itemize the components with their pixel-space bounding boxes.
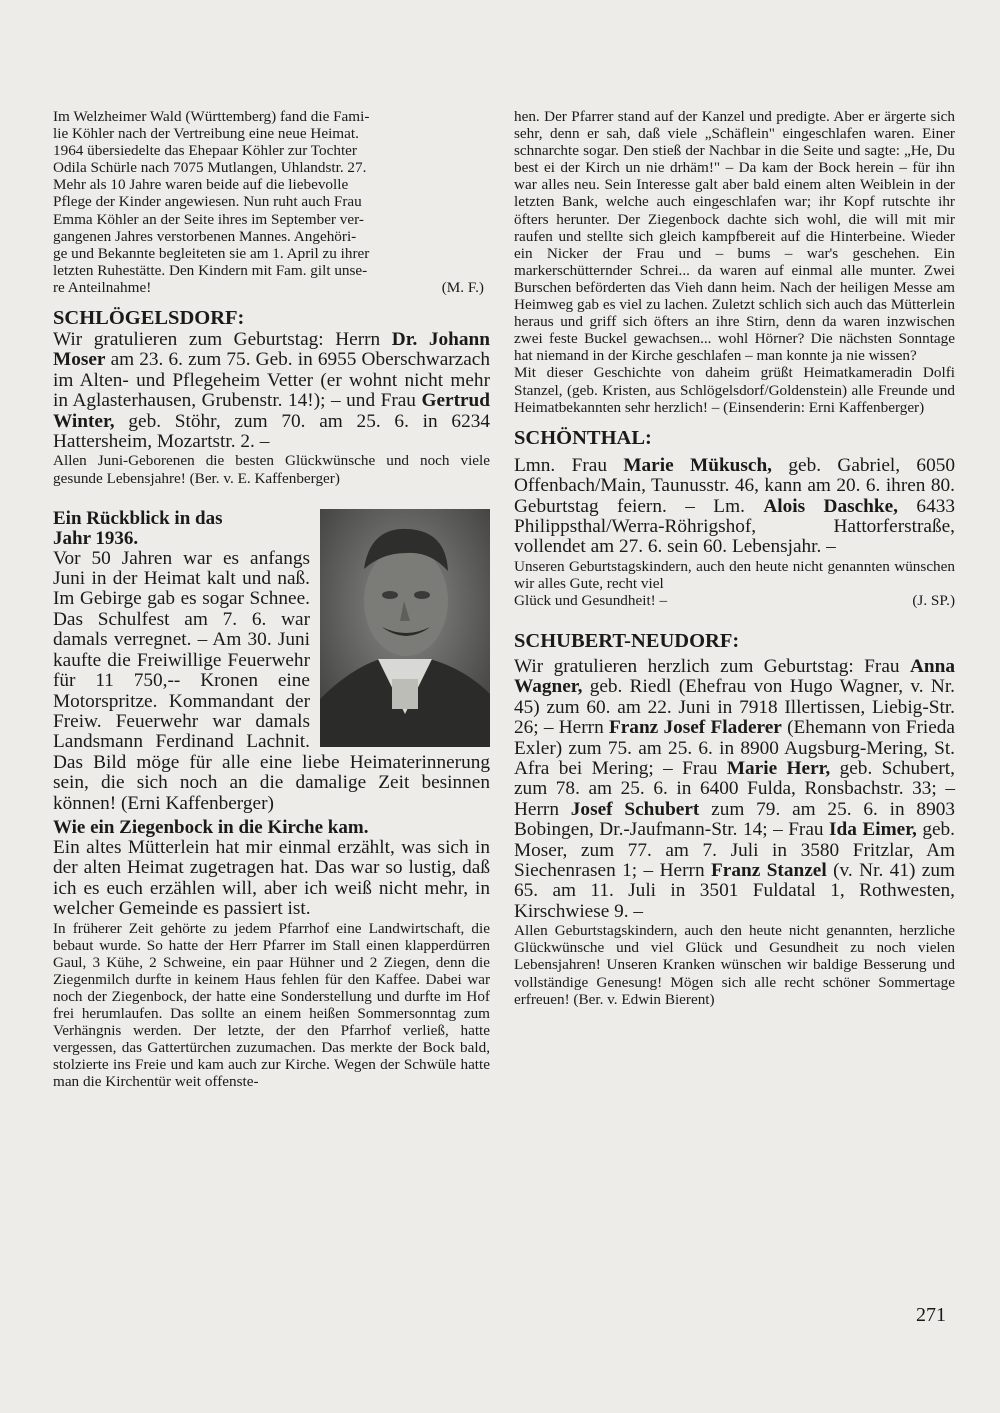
heading-rueckblick-2: Jahr 1936.	[53, 527, 139, 549]
text-run: am 23. 6. zum 75. Geb. in 6955 Oberschwarzach im Alten- und Pflegeheim Vetter (er wohnt nicht mehr in Aglasterhausen, Grubenstr. 14!); – und Frau	[53, 349, 490, 412]
text-run: zum 79. am 25. 6. in 8903 Bobingen, Dr.-Jaufmann-Str. 14; – Frau	[514, 798, 955, 841]
person-name: Josef Schubert	[570, 798, 700, 820]
text-run: geb. Moser, zum 77. am 7. Juli in 3580 Fritzlar, Am Siechenrasen 1; – Herrn	[514, 819, 955, 882]
intro-line: ge und Bekannte begleiteten sie am 1. April zu ihrer	[53, 244, 370, 262]
schoenthal-wishes-last: Glück und Gesundheit! –	[514, 591, 668, 609]
intro-signature: (M. F.)	[441, 278, 484, 296]
text-run: geb. Gabriel, 6050 Offenbach/Main, Taunusstr. 46, kann am 20. 6. ihren 80. Geburtstag feiern. – Lm.	[514, 454, 955, 517]
ziegenbock-intro: Ein altes Mütterlein hat mir einmal erzählt, was sich in der alten Heimat zugetragen hat. Das war so lustig, daß ich es euch erzählen will, aber ich weiß nicht mehr, in welcher Gemeinde es passiert ist.	[53, 836, 490, 920]
text-run: Wir gratulieren zum Geburtstag: Herrn	[53, 329, 392, 351]
intro-line: 1964 übersiedelte das Ehepaar Köhler zur Tochter	[53, 142, 357, 160]
text-run: geb. Schubert, zum 78. am 25. 6. in 6400 Fulda, Ronsbachstr. 33; – Herrn	[514, 758, 955, 820]
schoenthal-sign-line	[514, 592, 955, 609]
schoenthal-birthdays	[514, 456, 955, 558]
left-column	[53, 108, 490, 1091]
person-name: Anna Wagner,	[514, 656, 955, 698]
intro-line: Odila Schürle nach 7075 Mutlangen, Uhlandstr. 27.	[53, 159, 367, 177]
heading-ziegenbock: Wie ein Ziegenbock in die Kirche kam.	[53, 816, 369, 838]
schubert-birthdays	[514, 657, 955, 922]
intro-last-line: re Anteilnahme!	[53, 278, 152, 296]
person-name: Gertrud Winter,	[53, 390, 490, 432]
person-name: Dr. Johann Moser	[53, 329, 490, 371]
text-run: Lmn. Frau	[514, 454, 624, 476]
heading-schoenthal: SCHÖNTHAL:	[514, 426, 652, 449]
intro-line: Im Welzheimer Wald (Württemberg) fand die Fami-	[53, 108, 370, 125]
intro-line: lie Köhler nach der Vertreibung eine neue Heimat.	[53, 125, 359, 143]
intro-line: Emma Köhler an der Seite ihres im September ver-	[53, 210, 364, 228]
text-run: (Ehemann von Frieda Exler) zum 75. am 25. 6. in 8900 Augsburg-Mering, St. Afra bei Mering; – Frau	[514, 717, 955, 780]
person-name: Ida Eimer,	[829, 819, 917, 841]
intro-line: Pflege der Kinder angewiesen. Nun ruht auch Frau	[53, 193, 362, 211]
intro-obituary	[53, 108, 490, 296]
rueckblick-section	[53, 509, 490, 814]
page-number: 271	[916, 1304, 946, 1326]
intro-line: gangenen Jahres verstorbenen Mannes. Angehöri-	[53, 227, 357, 245]
ziegenbock-story: In früherer Zeit gehörte zu jedem Pfarrhof eine Landwirtschaft, die bebaut wurde. So hatte der Herr Pfarrer im Stall einen klapperdürren Gaul, 3 Kühe, 2 Schweine, ein paar Hühner und 2 Ziegen, denn die Ziegenmilch durfte in keinem Haus fehlen für den Kaffee. Dabei war noch der Ziegenbock, der hatte eine Sonderstellung und durfte im Hof frei herumlaufen. Das sollte an einem heißen Sommersonntag zum Verhängnis werden. Der letzte, der den Pfarrhof verließ, hatte vergessen, das Gattertürchen zuzumachen. Das merkte der Bock bald, stolzierte ins Freie und kam auch zur Kirche. Wegen der Schwüle hatte man die Kirchentür weit offenste-	[53, 919, 490, 1091]
right-column	[514, 108, 955, 1008]
photo-commander	[320, 509, 490, 747]
rueckblick-text: Vor 50 Jahren war es anfangs Juni in der Heimat kalt und naß. Im Gebirge gab es sogar Schnee. Das Schulfest am 7. 6. war damals verregnet. – Am 30. Juni kaufte die Freiwillige Feuerwehr für 11 750,-- Kronen eine Motorspritze. Kommandant der Freiw. Feuerwehr war damals Landsmann Ferdinand Lachnit. Das Bild möge für alle eine liebe Heimaterinnerung sein, die sich noch an die damalige Zeit besinnen können! (Erni Kaffenberger)	[53, 547, 490, 814]
person-name: Franz Josef Fladerer	[608, 717, 782, 739]
text-run: geb. Riedl (Ehefrau von Hugo Wagner, v. Nr. 45) zum 60. am 22. Juni in 7918 Illertissen, Liebig-Str. 26; – Herrn	[514, 676, 955, 739]
text-run: geb. Stöhr, zum 70. am 25. 6. in 6234 Hattersheim, Mozartstr. 2. –	[53, 410, 490, 453]
heading-schubert-neudorf: SCHUBERT-NEUDORF:	[514, 630, 740, 652]
text-run: (v. Nr. 41) zum 65. am 11. Juli in 3501 Fuldatal 1, Rothwesten, Kirschwiese 9. –	[514, 860, 955, 922]
schloegelsdorf-wishes: Allen Juni-Geborenen die besten Glückwünsche und noch viele gesunde Lebensjahre! (Ber. v. E. Kaffenberger)	[53, 452, 490, 487]
ziegenbock-story-end: Mit dieser Geschichte von daheim grüßt Heimatkameradin Dolfi Stanzel, (geb. Kristen, aus Schlögelsdorf/Goldenstein) alle Freunde und Heimatbekannten sehr herzlich! – (Einsenderin: Erni Kaffenberger)	[514, 364, 955, 416]
intro-sign-line	[53, 279, 490, 296]
intro-line: Mehr als 10 Jahre waren beide auf die liebevolle	[53, 176, 349, 194]
person-name: Marie Mükusch,	[623, 454, 773, 476]
intro-line: letzten Ruhestätte. Den Kindern mit Fam. gilt unse-	[53, 261, 368, 279]
text-run: Wir gratulieren herzlich zum Geburtstag: Frau	[514, 656, 910, 677]
text-run: 6433 Philippsthal/Werra-Röhrigshof, Hattorferstraße, vollendet am 27. 6. sein 60. Lebensjahr. –	[514, 495, 955, 558]
heading-schloegelsdorf: SCHLÖGELSDORF:	[53, 307, 245, 330]
schubert-wishes: Allen Geburtstagskindern, auch den heute nicht genannten, herzliche Glückwünsche und viel Glück und Gesundheit zu noch vielen Lebensjahren! Unseren Kranken wünschen wir baldige Besserung und vollständige Genesung! Mögen sich alle recht schöner Sommertage erfreuen! (Ber. v. Edwin Bierent)	[514, 922, 955, 1008]
schoenthal-wishes: Unseren Geburtstagskindern, auch den heute nicht genannten wünschen wir alles Gute, recht viel	[514, 557, 955, 592]
portrait-photo	[320, 509, 490, 747]
schloegelsdorf-birthdays	[53, 330, 490, 452]
ziegenbock-story-continued: hen. Der Pfarrer stand auf der Kanzel und predigte. Aber er ärgerte sich sehr, denn er sah, daß viele „Schäflein" eingeschlafen waren. Einer schnarchte sogar. Den stieß der Nachbar in die Seite und sagte: „He, Du best ei der Kirch un nie drhäm!" – Da kam der Bock herein – für ihn war alles neu. Sein Interesse galt aber bald einem alten Weiblein in der letzten Bank, welche auch eingeschlafen war; ihr Kopf rutschte ihr öfters herunter. Der Ziegenbock dachte sich wohl, die will mit mir raufen und stellte sich gleich kampfbereit auf die Hinterbeine. Wieder ein Nicker der Frau und – bums – war's geschehen. Ein markerschütternder Schrei... da waren auf einmal alle munter. Zwei Burschen beförderten das Vieh dann heim. Nach der heiligen Messe am Heimweg gab es viel zu lachen. Zuletzt schlich sich auch das Mütterlein heraus und griff sich öfters an ihre Stirn, denn da waren inzwischen zwei feste Buckel gewachsen... wohl Hörner? Die nächsten Sonntage hat niemand in der Kirche geschlafen – man konnte ja nie wissen?	[514, 108, 955, 365]
person-name: Alois Daschke,	[763, 495, 898, 517]
person-name: Marie Herr,	[726, 758, 831, 780]
schoenthal-signature: (J. SP.)	[912, 591, 955, 609]
heading-rueckblick-1: Ein Rückblick in das	[53, 507, 223, 529]
person-name: Franz Stanzel	[711, 860, 827, 882]
